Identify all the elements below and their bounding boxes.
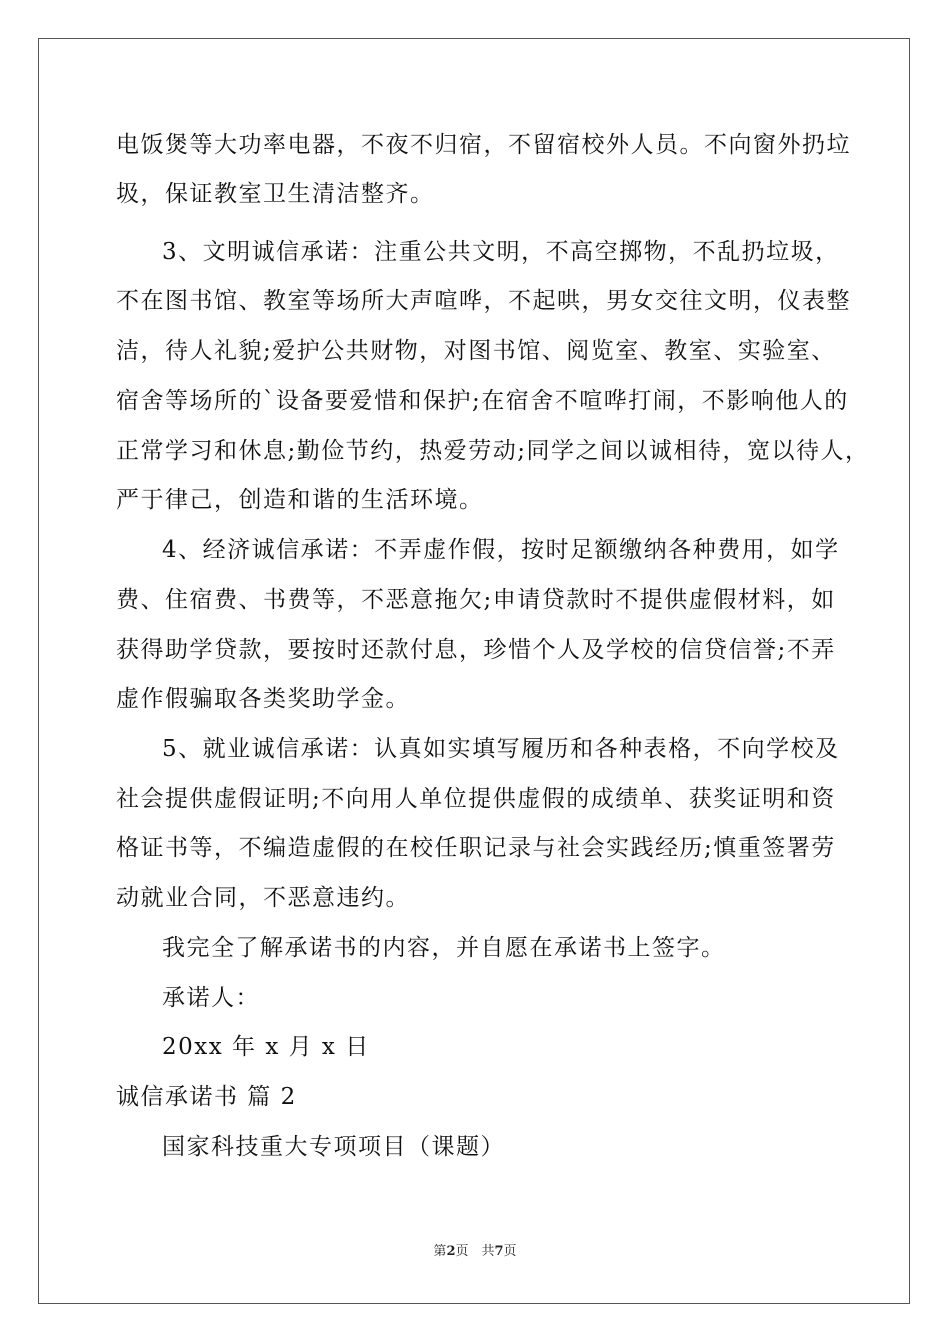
total-page-number: 7	[494, 1244, 504, 1259]
paragraph-3-heading-line: 3、文明诚信承诺：注重公共文明，不高空掷物，不乱扔垃圾，	[162, 239, 840, 265]
section-title: 诚信承诺书 篇 2	[116, 1084, 297, 1110]
page-footer	[0, 1240, 950, 1259]
text-line: 正常学习和休息;勤俭节约，热爱劳动;同学之间以诚相待，宽以待人，	[116, 438, 870, 464]
date-line: 20xx 年 x 月 x 日	[162, 1034, 370, 1060]
text-line: 圾，保证教室卫生清洁整齐。	[116, 181, 435, 207]
agreement-statement: 我完全了解承诺书的内容，并自愿在承诺书上签字。	[162, 935, 726, 961]
page-suffix: 页	[503, 1244, 517, 1259]
text-line: 格证书等，不编造虚假的在校任职记录与社会实践经历;慎重签署劳	[116, 835, 836, 861]
text-line: 费、住宿费、书费等，不恶意拖欠;申请贷款时不提供虚假材料，如	[116, 587, 836, 613]
text-line: 宿舍等场所的`设备要爱惜和保护;在宿舍不喧哗打闹，不影响他人的	[116, 388, 849, 414]
text-line: 社会提供虚假证明;不向用人单位提供虚假的成绩单、获奖证明和资	[116, 786, 836, 812]
text-line: 动就业合同，不恶意违约。	[116, 885, 410, 911]
paragraph-5-heading-line: 5、就业诚信承诺：认真如实填写履历和各种表格，不向学校及	[162, 736, 840, 762]
text-line: 虚作假骗取各类奖助学金。	[116, 686, 410, 712]
text-line: 获得助学贷款，要按时还款付息，珍惜个人及学校的信贷信誉;不弄	[116, 637, 836, 663]
text-line: 不在图书馆、教室等场所大声喧哗，不起哄，男女交往文明，仪表整	[116, 288, 851, 314]
current-page-number: 2	[446, 1244, 456, 1259]
text-line: 严于律己，创造和谐的生活环境。	[116, 487, 484, 513]
text-line: 电饭煲等大功率电器，不夜不归宿，不留宿校外人员。不向窗外扔垃	[116, 132, 851, 158]
paragraph-4-heading-line: 4、经济诚信承诺：不弄虚作假，按时足额缴纳各种费用，如学	[162, 537, 840, 563]
page-prefix: 第	[433, 1244, 447, 1259]
project-heading: 国家科技重大专项项目（课题）	[162, 1134, 505, 1160]
page-separator: 页 共	[455, 1244, 495, 1259]
signer-label: 承诺人：	[162, 985, 260, 1011]
text-line: 洁，待人礼貌;爱护公共财物，对图书馆、阅览室、教室、实验室、	[116, 338, 836, 364]
